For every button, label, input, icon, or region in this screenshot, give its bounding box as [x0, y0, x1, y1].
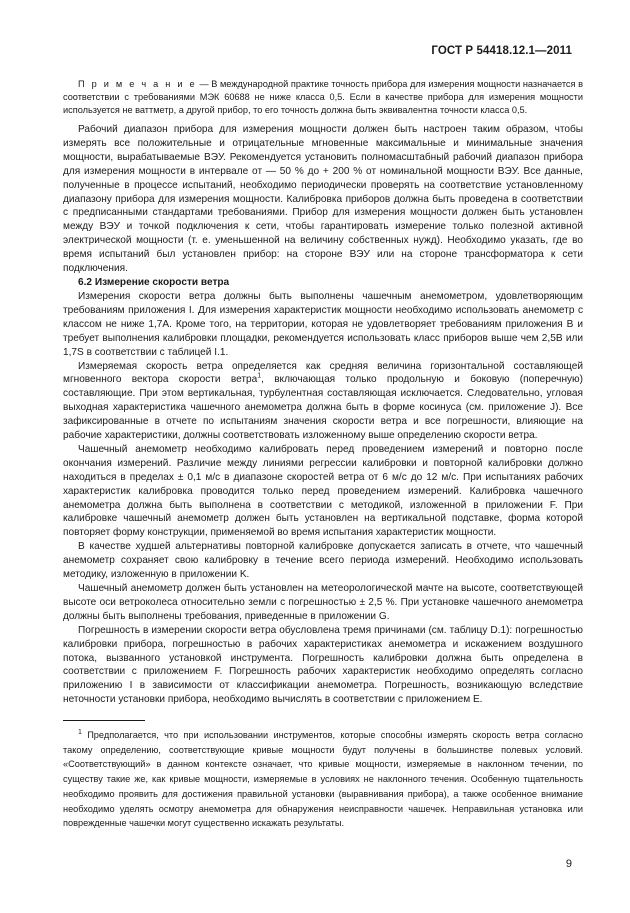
paragraph-calibration: Чашечный анемометр необходимо калибровать перед проведением измерений и повторно после окончания измерений. Различие между линиями регрессии калибровки и повторной калибровки должно находиться в пределах ± 0,1 м/с в диапазоне скоростей ветра от 6 м/с до 12 м/с. При испытаниях рабочих характеристик калибровка проводится только перед проведением измерений. Калибровка чашечного анемометра должна быть выполнена в соответствии с методикой, изложенной в приложении F. При калибровке чашечный анемометр должен быть установлен на вертикальной подставке, форма которой повторяет форму конструкции, применяемой во время испытания характеристик мощности.	[63, 443, 583, 539]
paragraph-power-range: Рабочий диапазон прибора для измерения мощности должен быть настроен таким образом, чтобы измерять все положительные и отрицательные мгновенные максимальные и минимальные значения мощности, вырабатываемые ВЭУ. Рекомендуется установить полномасштабный рабочий диапазон прибора для измерения мощности в интервале от — 50 % до + 200 % от номинальной мощности ВЭУ. Все данные, полученные в процессе испытаний, необходимо периодически проверять на соответствие установленному диапазону прибора для измерения мощности. Калибровка приборов должна быть проведена в соответствии с предписанными стандартами требованиями. Прибор для измерения мощности должен быть установлен между ВЭУ и точкой подключения к сети, чтобы гарантировать измерение только полезной активной электрической мощности (т. е. уменьшенной на величину собственных нужд). Необходимо указать, где во время испытаний был установлен прибор: на стороне ВЭУ или на стороне трансформатора к сети подключения.	[63, 124, 583, 275]
paragraph-anemometer-requirements: Измерения скорости ветра должны быть выполнены чашечным анемометром, удовлетворяющим требованиям приложения I. Для измерения характеристик мощности необходимо использовать анемометр с классом не ниже 1,7А. Кроме того, на территории, которая не удовлетворяет требованиям приложения В и требует выполнения калибровки площадки, рекомендуется использовать класс приборов выше чем 2,5В или 1,7S в соответствии с таблицей I.1.	[63, 290, 583, 358]
note-label: П р и м е ч а н и е	[78, 79, 197, 89]
paragraph-uncertainty: Погрешность в измерении скорости ветра обусловлена тремя причинами (см. таблицу D.1): погрешностью калибровки прибора, погрешностью в рабочих характеристиках анемометра и искажением воздушного потока, вызванного установкой инструмента. Погрешность калибровки должна быть определена в соответствии с приложением F. Погрешность рабочих характеристик необходимо определять согласно приложению I в зависимости от классификации анемометра. Погрешность, возникающую вследствие неточности установки прибора, необходимо вычислять в соответствии с приложением E.	[63, 624, 583, 706]
paragraph-text-part: , включающая только продольную и боковую (поперечную) составляющие. При этом вертикальная, турбулентная составляющая исключается. Следовательно, угловая выходная характеристика чашечного анемометра должна быть в форме косинуса (см. приложение J). Все зафиксированные в отчете по испытаниям значения скорости ветра и все погрешности, влияющие на рабочие характеристики, должны соответствовать изложенному выше определению скорости ветра.	[63, 374, 583, 442]
footnote-reference: 1	[257, 373, 262, 381]
section-heading-6-2: 6.2 Измерение скорости ветра	[78, 276, 230, 288]
paragraph-alternative: В качестве худшей альтернативы повторной калибровке допускается записать в отчете, что чашечный анемометр сохраняет свою калибровку в течение всего периода измерений. Необходимо использовать методику, изложенную в приложении K.	[63, 541, 583, 581]
page-number: 9	[565, 858, 572, 870]
body-text	[63, 78, 583, 707]
note-text: — В международной практике точность прибора для измерения мощности назначается в соответствии с требованиями МЭК 60688 не ниже класса 0,5. Если в качестве прибора для измерения мощности используется не ваттметр, а другой прибор, то его точность должна быть эквивалентна точности класса 0,5.	[63, 79, 583, 115]
paragraph-mounting: Чашечный анемометр должен быть установлен на метеорологической мачте на высоте, соответствующей высоте оси ветроколеса относительно земли с погрешностью ± 2,5 %. При установке чашечного анемометра должны быть выполнены требования, приведенные в приложении G.	[63, 583, 583, 622]
document-header: ГОСТ Р 54418.12.1—2011	[431, 45, 572, 57]
footnote-text: Предполагается, что при использовании инструментов, которые способны измерять скорость ветра согласно такому определению, соответствующие кривые мощности будут получены в большинстве полевых условий. «Соответствующий» в данном контексте означает, что кривые мощности, измеряемые в наклонном течении, по существу такие же, как кривые мощности, измеряемые в условиях не наклонного течения. Особенную тщательность необходимо проявить для достижения правильной установки (выравнивания прибора), а также особенное внимание необходимо уделять осмотру анемометра для обнаружения неисправности чашечек. Неправильная установка или поврежденные чашечки могут существенно искажать результаты.	[63, 730, 583, 829]
note-paragraph	[63, 78, 583, 117]
paragraph-text-part: Измеряемая скорость ветра определяется как средняя величина горизонтальной составляющей мгновенного вектора скорости ветра	[63, 360, 583, 386]
footnote-marker: 1	[78, 728, 82, 736]
footnote	[63, 728, 583, 831]
footnote-divider	[63, 720, 145, 721]
paragraph-wind-speed-definition	[63, 360, 583, 443]
